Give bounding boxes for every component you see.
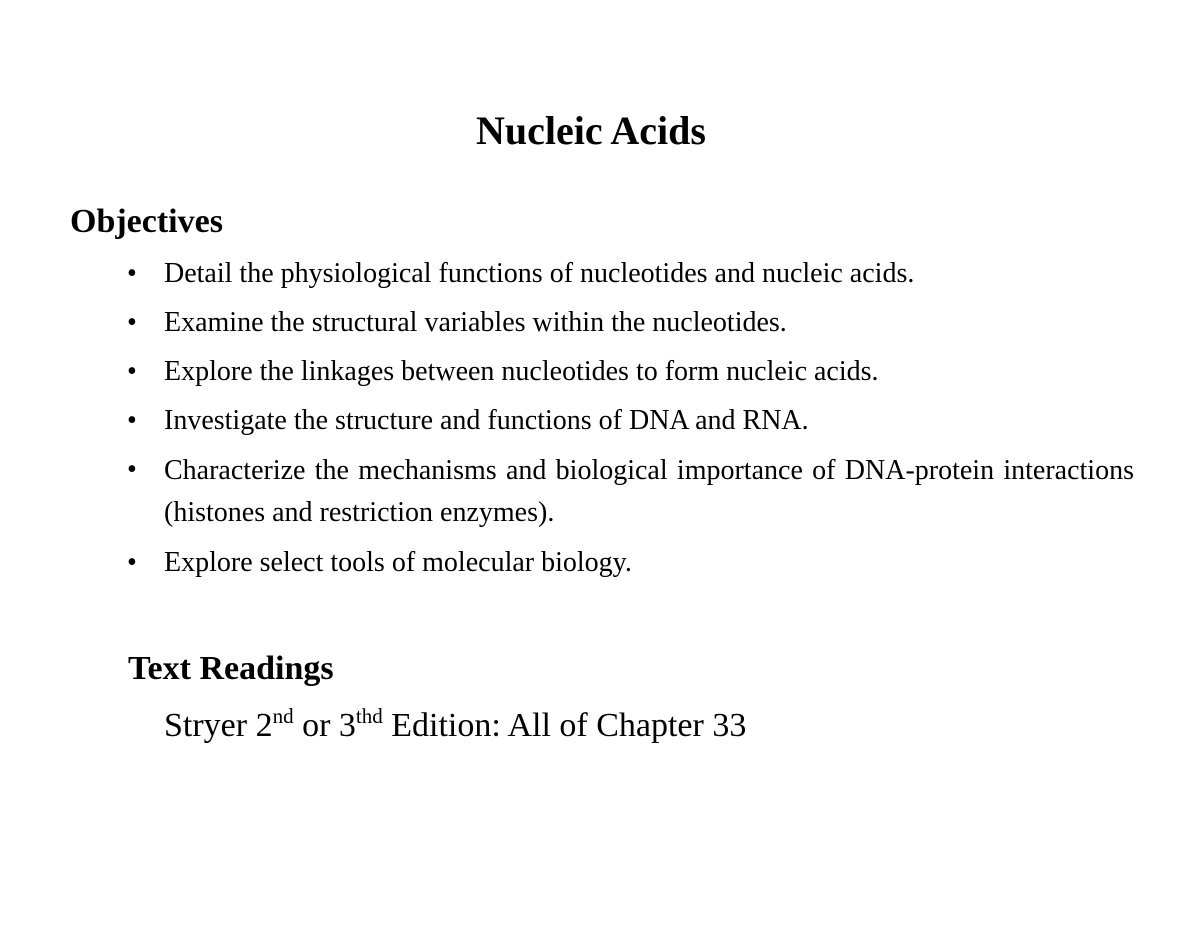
objectives-list [124, 254, 1134, 592]
objective-item [124, 401, 1134, 441]
reading-prefix: Stryer 2 [164, 707, 273, 744]
objective-text: Detail the physiological functions of nucleotides and nucleic acids. [164, 258, 915, 289]
objective-item [124, 254, 1134, 294]
bullet-icon: • [127, 356, 137, 387]
reading-reference [164, 704, 746, 748]
objective-item [124, 352, 1134, 392]
reading-superscript-thd: thd [355, 704, 383, 728]
objective-text: Characterize the mechanisms and biological importance of DNA-protein interactions (histones and restriction enzymes). [164, 455, 1134, 528]
bullet-icon: • [127, 454, 137, 485]
objective-text: Explore select tools of molecular biology. [164, 547, 632, 578]
text-readings-heading: Text Readings [128, 650, 334, 687]
bullet-icon: • [127, 547, 137, 578]
objectives-heading: Objectives [70, 203, 223, 240]
objective-text: Explore the linkages between nucleotides to form nucleic acids. [164, 356, 879, 387]
reading-middle: or 3 [293, 707, 356, 744]
reading-superscript-nd: nd [272, 704, 294, 728]
bullet-icon: • [127, 258, 137, 289]
objective-item [124, 303, 1134, 343]
objective-text: Examine the structural variables within the nucleotides. [164, 307, 787, 338]
bullet-icon: • [127, 307, 137, 338]
bullet-icon: • [127, 405, 137, 436]
objective-text: Investigate the structure and functions of DNA and RNA. [164, 405, 809, 436]
reading-suffix: Edition: All of Chapter 33 [382, 707, 747, 744]
objective-item [124, 450, 1134, 534]
page-title: Nucleic Acids [476, 108, 706, 153]
objective-item [124, 543, 1134, 583]
